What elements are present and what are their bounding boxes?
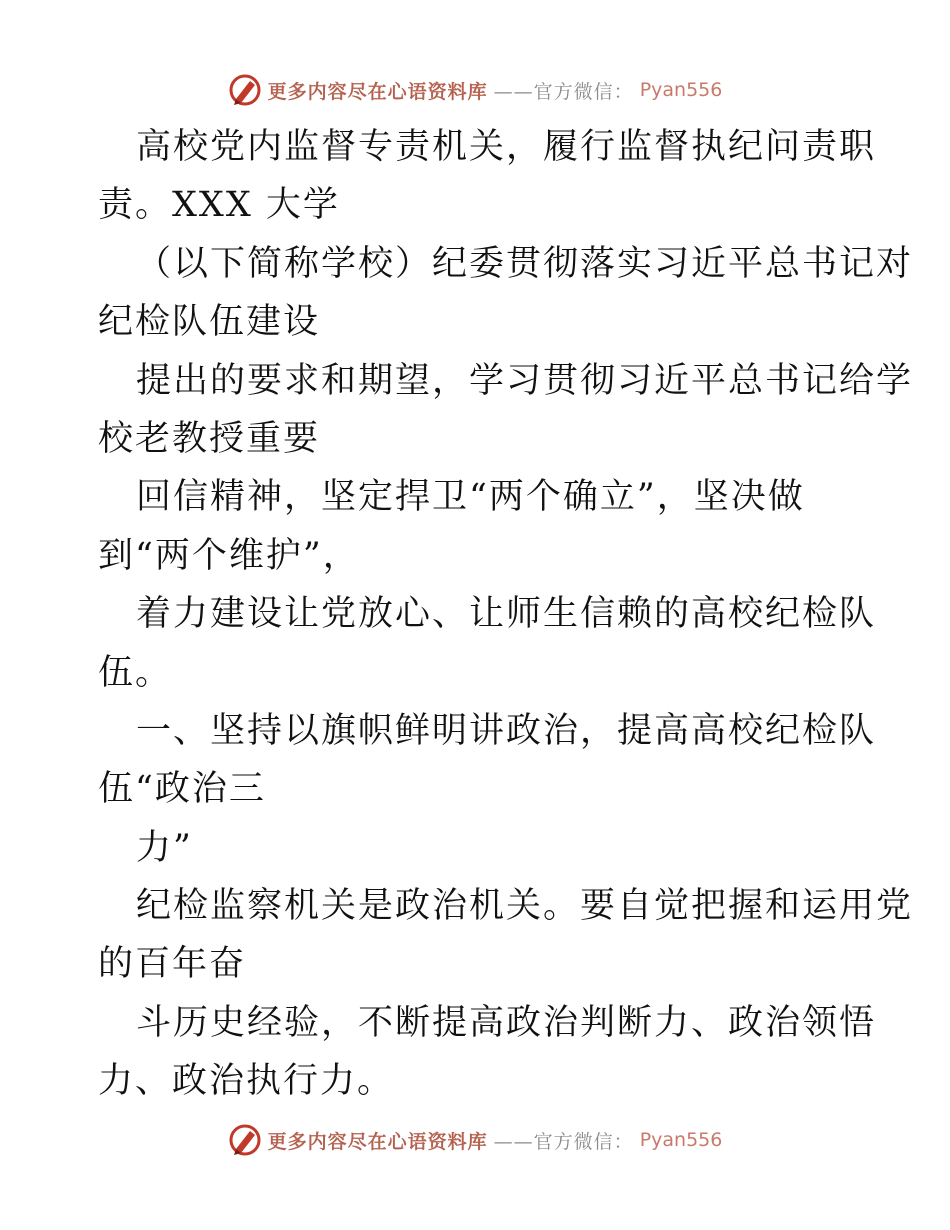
- header-brand-text: 更多内容尽在心语资料库: [267, 80, 488, 103]
- body-text-line: 一、坚持以旗帜鲜明讲政治，提高高校纪检队: [136, 710, 877, 751]
- body-text-line: 校老教授重要: [98, 418, 321, 459]
- body-text-line: 高校党内监督专责机关，履行监督执纪问责职: [136, 127, 877, 167]
- document-body: [98, 118, 914, 1111]
- header-separator-text: ——官方微信：: [493, 80, 634, 103]
- body-text-line: 的百年奋: [98, 944, 247, 985]
- body-text-line: 回信精神，坚定捍卫“两个确立”，坚决做: [136, 477, 805, 518]
- body-text-line: 力”: [136, 827, 193, 868]
- body-text-line: 责。XXX 大学: [98, 185, 340, 226]
- body-text-line: （以下简称学校）纪委贯彻落实习近平总书记对: [136, 243, 914, 284]
- header-watermark-banner: [0, 70, 950, 110]
- footer-brand-text: 更多内容尽在心语资料库: [267, 1130, 488, 1153]
- body-text-line: 纪检队伍建设: [98, 302, 321, 343]
- body-text-line: 着力建设让党放心、让师生信赖的高校纪检队: [136, 594, 877, 635]
- body-text-line: 斗历史经验，不断提高政治判断力、政治领悟: [136, 1002, 877, 1043]
- body-text-line: 提出的要求和期望，学习贯彻习近平总书记给学: [136, 360, 914, 401]
- body-text-line: 力、政治执行力。: [98, 1061, 395, 1102]
- footer-watermark-banner: [0, 1120, 950, 1160]
- pen-logo-icon: [228, 1123, 262, 1157]
- pen-logo-icon: [228, 73, 262, 107]
- header-wechat-id: Pyan556: [639, 79, 723, 101]
- footer-wechat-id: Pyan556: [639, 1129, 723, 1151]
- body-text-line: 伍。: [98, 652, 173, 693]
- body-text-line: 伍“政治三: [98, 769, 266, 810]
- body-text-line: 纪检监察机关是政治机关。要自觉把握和运用党: [136, 886, 914, 927]
- footer-separator-text: ——官方微信：: [493, 1130, 634, 1153]
- body-text-line: 到“两个维护”，: [98, 535, 360, 576]
